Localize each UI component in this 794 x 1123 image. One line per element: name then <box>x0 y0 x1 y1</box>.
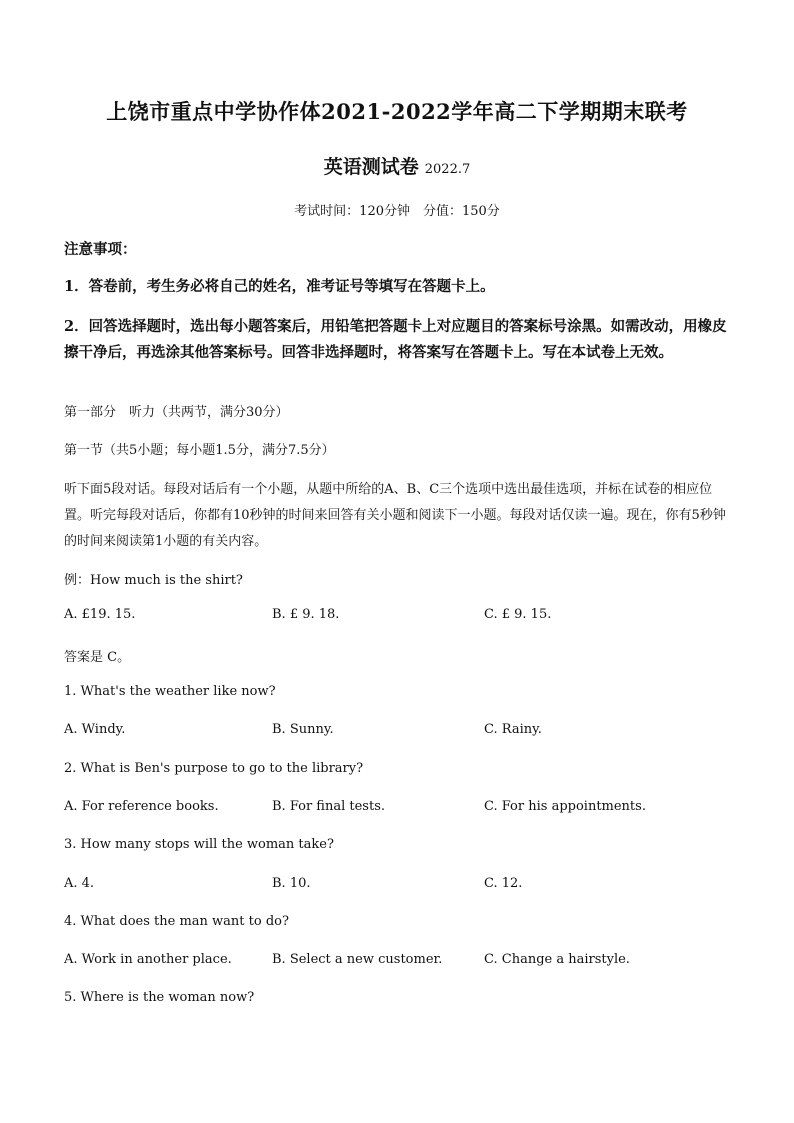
part-heading: 第一部分 听力（共两节，满分30分） <box>64 405 289 420</box>
example-option-c: C. £ 9. 15. <box>484 607 552 622</box>
question-5: 5. Where is the woman now? <box>64 990 255 1005</box>
question-4-option-c: C. Change a hairstyle. <box>484 952 630 967</box>
question-1: 1. What's the weather like now? <box>64 684 276 699</box>
question-2: 2. What is Ben's purpose to go to the library? <box>64 761 364 776</box>
question-1-option-c: C. Rainy. <box>484 722 542 737</box>
question-3-option-a: A. 4. <box>64 876 95 891</box>
notice-item-2: 2．回答选择题时，选出每小题答案后，用铅笔把答题卡上对应题目的答案标号涂黑。如需改动，用橡皮擦干净后，再选涂其他答案标号。回答非选择题时，将答案写在答题卡上。写在本试卷上无效。 <box>64 318 727 361</box>
question-4: 4. What does the man want to do? <box>64 914 289 929</box>
notice-heading: 注意事项： <box>64 241 137 258</box>
question-3-option-b: B. 10. <box>272 876 311 891</box>
question-3-option-c: C. 12. <box>484 876 523 891</box>
subject-name: 英语测试卷 <box>323 156 419 178</box>
question-4-option-b: B. Select a new customer. <box>272 952 443 967</box>
example-option-a: A. £19. 15. <box>64 607 136 622</box>
exam-date: 2022.7 <box>424 162 471 177</box>
question-3: 3. How many stops will the woman take? <box>64 837 334 852</box>
exam-title: 上饶市重点中学协作体2021-2022学年高二下学期期末联考 <box>106 99 688 124</box>
example-option-b: B. £ 9. 18. <box>272 607 340 622</box>
notice-item-1: 1．答卷前，考生务必将自己的姓名，准考证号等填写在答题卡上。 <box>64 278 495 295</box>
exam-subtitle <box>0 152 794 179</box>
question-2-option-c: C. For his appointments. <box>484 799 646 814</box>
section-instructions: 听下面5段对话。每段对话后有一个小题，从题中所给的A、B、C三个选项中选出最佳选项，并标在试卷的相应位置。听完每段对话后，你都有10秒钟的时间来回答有关小题和阅读下一小题。每段对话仅读一遍。现在，你有5秒钟的时间来阅读第1小题的有关内容。 <box>64 482 726 549</box>
example-answer: 答案是 C。 <box>64 650 131 665</box>
question-1-option-a: A. Windy. <box>64 722 126 737</box>
section-heading: 第一节（共5小题；每小题1.5分，满分7.5分） <box>64 443 335 458</box>
question-1-option-b: B. Sunny. <box>272 722 334 737</box>
question-4-option-a: A. Work in another place. <box>64 952 232 967</box>
exam-info: 考试时间：120分钟 分值：150分 <box>294 204 500 219</box>
example-question: 例：How much is the shirt? <box>64 573 243 588</box>
question-2-option-b: B. For final tests. <box>272 799 386 814</box>
question-2-option-a: A. For reference books. <box>64 799 219 814</box>
